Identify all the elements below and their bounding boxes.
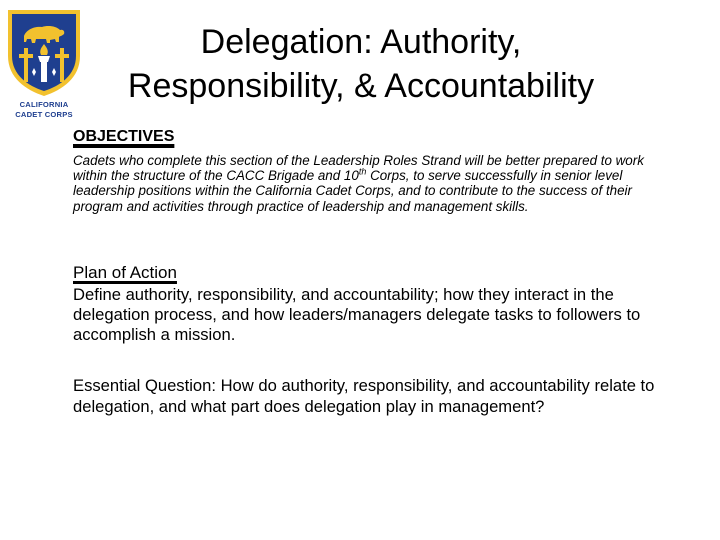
objectives-text-part-1: Cadets who complete this section of the Leadership Roles Strand will be better prepared to work within the structure of the CACC Brigade and 10 [73, 153, 644, 184]
slide-title-line-1: Delegation: Authority, [200, 23, 522, 61]
objectives-heading: OBJECTIVES [73, 128, 175, 145]
logo-text-cadet-corps: CADET CORPS [15, 110, 73, 119]
slide-title-line-2: Responsibility, & Accountability [127, 67, 595, 105]
objectives-text-part-2: Corps, to serve successfully in senior level leadership positions within the California Cadet Corps, and to contribute to the success of their program and activities through practice of leadership and management skills. [73, 168, 632, 214]
plan-of-action-heading: Plan of Action [73, 263, 177, 282]
slide-title [92, 20, 630, 108]
shield-emblem-icon [4, 6, 84, 98]
objectives-text [73, 153, 673, 214]
objectives-superscript: th [358, 166, 367, 177]
plan-of-action-text: Define authority, responsibility, and accountability; how they interact in the delegation process, and how leaders/managers delegate tasks to followers to accomplish a mission. [73, 285, 641, 344]
logo-text-california: CALIFORNIA [19, 100, 69, 109]
california-cadet-corps-logo [4, 6, 84, 124]
essential-question-text: Essential Question: How do authority, responsibility, and accountability relate to delegation, and what part does delegation play in management? [73, 376, 655, 416]
